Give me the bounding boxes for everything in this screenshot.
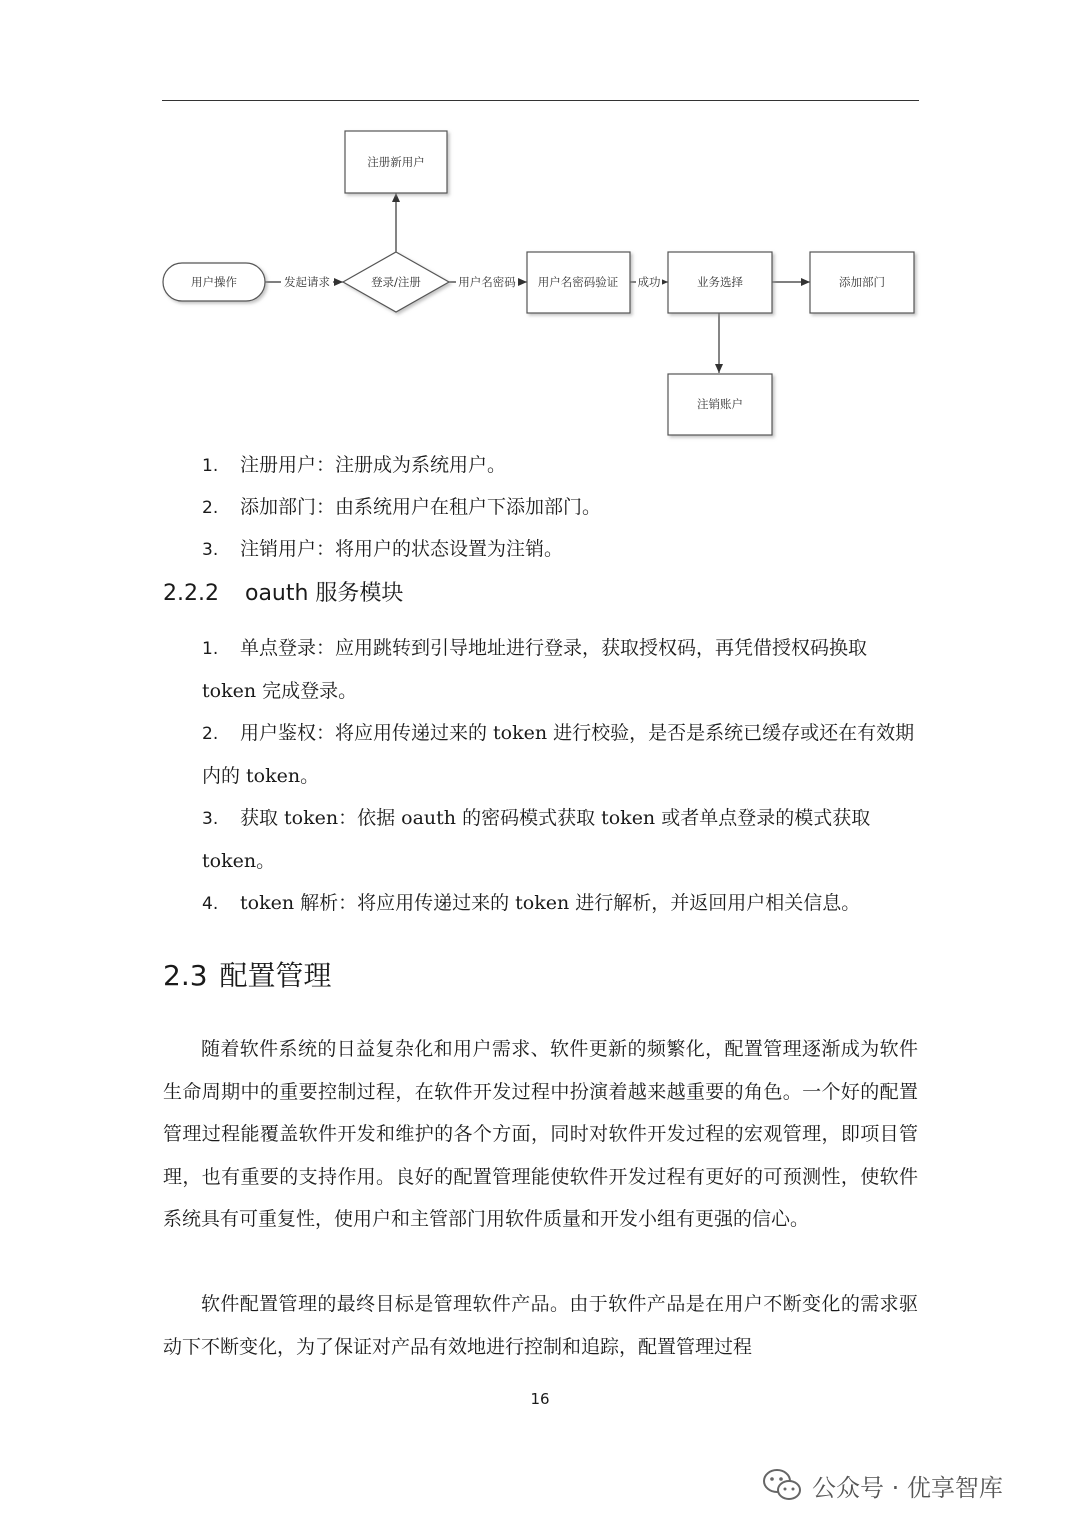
list-item: 4. token 解析：将应用传递过来的 token 进行解析，并返回用户相关信息。 (202, 892, 861, 914)
node-login-register (343, 252, 449, 312)
page-number: 16 (530, 1390, 550, 1408)
list-item: 2. 添加部门：由系统用户在租户下添加部门。 (202, 496, 602, 518)
node-business-select (668, 252, 772, 313)
list-item: 3. 获取 token：依据 oauth 的密码模式获取 token 或者单点登录的模式获取 token。 (202, 807, 871, 872)
node-add-department (810, 252, 914, 313)
wechat-icon (762, 1468, 802, 1502)
node-register-user (345, 131, 447, 193)
section-heading-2-3: 2.3 配置管理 (163, 959, 332, 992)
watermark (762, 1460, 1003, 1510)
node-label: 用户操作 (191, 275, 237, 289)
body-paragraph: 软件配置管理的最终目标是管理软件产品。由于软件产品是在用户不断变化的需求驱动下不断变化，为了保证对产品有效地进行控制和追踪，配置管理过程 (163, 1293, 918, 1358)
edge-label-request: 发起请求 (284, 275, 330, 289)
node-label: 添加部门 (839, 275, 885, 289)
node-label: 登录/注册 (371, 275, 421, 289)
body-paragraph: 随着软件系统的日益复杂化和用户需求、软件更新的频繁化，配置管理逐渐成为软件生命周期中的重要控制过程，在软件开发过程中扮演着越来越重要的角色。一个好的配置管理过程能覆盖软件开发和维护的各个方面，同时对软件开发过程的宏观管理，即项目管理，也有重要的支持作用。良好的配置管理能使软件开发过程有更好的可预测性，使软件系统具有可重复性，使用户和主管部门用软件质量和开发小组有更强的信心。 (163, 1038, 918, 1230)
node-cancel-account (668, 374, 772, 435)
node-label: 业务选择 (697, 275, 743, 289)
list-item: 1. 单点登录：应用跳转到引导地址进行登录，获取授权码，再凭借授权码换取 token 完成登录。 (202, 637, 868, 702)
watermark-text: 公众号 · 优享智库 (812, 1473, 1003, 1502)
edge-label-success: 成功 (637, 275, 661, 289)
list-item: 1. 注册用户：注册成为系统用户。 (202, 454, 507, 476)
node-label: 用户名密码验证 (537, 275, 619, 289)
edge-label-credentials: 用户名密码 (458, 275, 516, 289)
node-credential-verify (527, 252, 630, 313)
section-heading-2-2-2: 2.2.2 oauth 服务模块 (163, 581, 404, 606)
node-label: 注册新用户 (367, 155, 425, 169)
node-user-operation (163, 263, 265, 301)
list-item: 2. 用户鉴权：将应用传递过来的 token 进行校验，是否是系统已缓存或还在有效期内的 token。 (202, 722, 915, 787)
list-item: 3. 注销用户：将用户的状态设置为注销。 (202, 538, 564, 560)
flowchart (0, 0, 1080, 450)
node-label: 注销账户 (697, 397, 743, 411)
